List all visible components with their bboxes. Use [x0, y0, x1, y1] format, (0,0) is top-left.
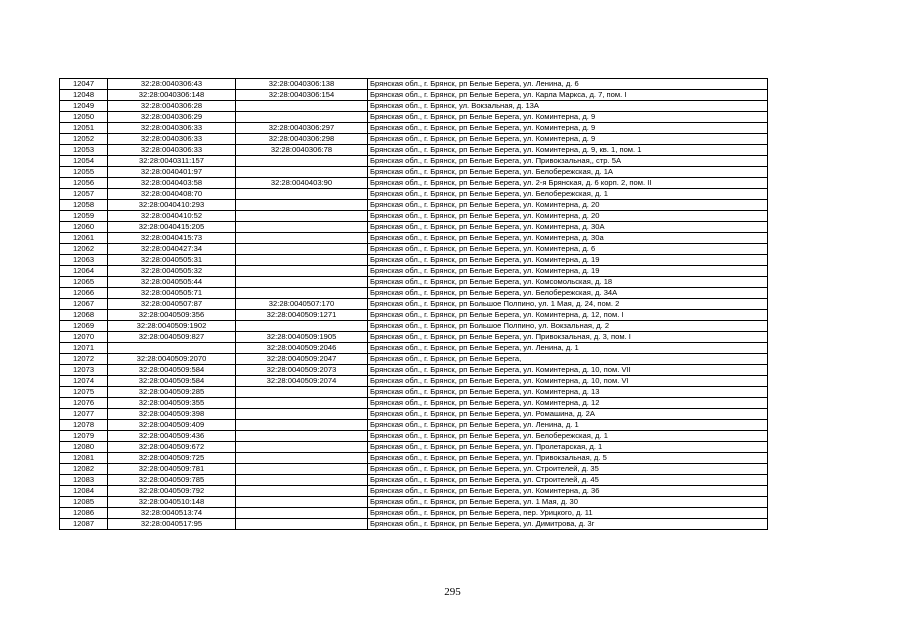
related-cadastral-number-cell	[236, 211, 368, 222]
related-cadastral-number-cell	[236, 442, 368, 453]
cadastral-number-cell: 32:28:0040415:73	[108, 233, 236, 244]
table-row	[60, 101, 768, 112]
cadastral-number-cell: 32:28:0040410:293	[108, 200, 236, 211]
related-cadastral-number-cell	[236, 255, 368, 266]
registry-table-body	[60, 79, 768, 530]
cadastral-number-cell: 32:28:0040410:52	[108, 211, 236, 222]
related-cadastral-number-cell	[236, 112, 368, 123]
record-number-cell: 12083	[60, 475, 108, 486]
related-cadastral-number-cell	[236, 409, 368, 420]
cadastral-number-cell: 32:28:0040401:97	[108, 167, 236, 178]
related-cadastral-number-cell: 32:28:0040306:154	[236, 90, 368, 101]
record-number-cell: 12074	[60, 376, 108, 387]
cadastral-number-cell: 32:28:0040415:205	[108, 222, 236, 233]
cadastral-number-cell: 32:28:0040509:584	[108, 376, 236, 387]
related-cadastral-number-cell	[236, 189, 368, 200]
address-cell: Брянская обл., г. Брянск, рп Белые Берега, ул. Привокзальная,, стр. 5А	[368, 156, 768, 167]
related-cadastral-number-cell	[236, 288, 368, 299]
record-number-cell: 12049	[60, 101, 108, 112]
related-cadastral-number-cell	[236, 453, 368, 464]
record-number-cell: 12057	[60, 189, 108, 200]
cadastral-number-cell: 32:28:0040509:792	[108, 486, 236, 497]
related-cadastral-number-cell	[236, 277, 368, 288]
record-number-cell: 12075	[60, 387, 108, 398]
table-row	[60, 387, 768, 398]
record-number-cell: 12078	[60, 420, 108, 431]
related-cadastral-number-cell	[236, 266, 368, 277]
record-number-cell: 12087	[60, 519, 108, 530]
cadastral-number-cell: 32:28:0040517:95	[108, 519, 236, 530]
table-row	[60, 233, 768, 244]
cadastral-number-cell: 32:28:0040509:356	[108, 310, 236, 321]
related-cadastral-number-cell: 32:28:0040306:138	[236, 79, 368, 90]
record-number-cell: 12050	[60, 112, 108, 123]
table-row	[60, 453, 768, 464]
address-cell: Брянская обл., г. Брянск, рп Белые Берега, ул. Коминтерна, д. 36	[368, 486, 768, 497]
related-cadastral-number-cell	[236, 156, 368, 167]
related-cadastral-number-cell	[236, 244, 368, 255]
address-cell: Брянская обл., г. Брянск, рп Белые Берега, ул. Белобережская, д. 34А	[368, 288, 768, 299]
address-cell: Брянская обл., г. Брянск, рп Белые Берега, пер. Урицкого, д. 11	[368, 508, 768, 519]
record-number-cell: 12080	[60, 442, 108, 453]
related-cadastral-number-cell	[236, 519, 368, 530]
cadastral-number-cell: 32:28:0040509:827	[108, 332, 236, 343]
cadastral-number-cell: 32:28:0040427:34	[108, 244, 236, 255]
record-number-cell: 12082	[60, 464, 108, 475]
address-cell: Брянская обл., г. Брянск, рп Белые Берега, ул. Строителей, д. 45	[368, 475, 768, 486]
address-cell: Брянская обл., г. Брянск, рп Белые Берега, ул. Комсомольская, д. 18	[368, 277, 768, 288]
related-cadastral-number-cell: 32:28:0040507:170	[236, 299, 368, 310]
record-number-cell: 12058	[60, 200, 108, 211]
cadastral-number-cell: 32:28:0040306:29	[108, 112, 236, 123]
table-row	[60, 79, 768, 90]
record-number-cell: 12071	[60, 343, 108, 354]
record-number-cell: 12054	[60, 156, 108, 167]
address-cell: Брянская обл., г. Брянск, рп Белые Берега,	[368, 354, 768, 365]
record-number-cell: 12072	[60, 354, 108, 365]
related-cadastral-number-cell	[236, 508, 368, 519]
cadastral-number-cell	[108, 343, 236, 354]
related-cadastral-number-cell	[236, 200, 368, 211]
record-number-cell: 12068	[60, 310, 108, 321]
address-cell: Брянская обл., г. Брянск, рп Белые Берега, ул. Ромашина, д. 2А	[368, 409, 768, 420]
table-row	[60, 200, 768, 211]
related-cadastral-number-cell	[236, 101, 368, 112]
table-row	[60, 189, 768, 200]
table-row	[60, 343, 768, 354]
address-cell: Брянская обл., г. Брянск, рп Белые Берега, ул. Коминтерна, д. 9	[368, 123, 768, 134]
address-cell: Брянская обл., г. Брянск, рп Белые Берега, ул. Ленина, д. 1	[368, 420, 768, 431]
cadastral-number-cell: 32:28:0040509:2070	[108, 354, 236, 365]
address-cell: Брянская обл., г. Брянск, рп Белые Берега, ул. Белобережская, д. 1	[368, 189, 768, 200]
related-cadastral-number-cell: 32:28:0040509:2074	[236, 376, 368, 387]
cadastral-number-cell: 32:28:0040509:672	[108, 442, 236, 453]
table-row	[60, 442, 768, 453]
record-number-cell: 12052	[60, 134, 108, 145]
address-cell: Брянская обл., г. Брянск, рп Белые Берега, ул. Коминтерна, д. 10, пом. VII	[368, 365, 768, 376]
record-number-cell: 12047	[60, 79, 108, 90]
cadastral-number-cell: 32:28:0040306:28	[108, 101, 236, 112]
cadastral-number-cell: 32:28:0040507:87	[108, 299, 236, 310]
record-number-cell: 12061	[60, 233, 108, 244]
address-cell: Брянская обл., г. Брянск, рп Белые Берега, ул. Коминтерна, д. 9	[368, 134, 768, 145]
related-cadastral-number-cell	[236, 497, 368, 508]
address-cell: Брянская обл., г. Брянск, рп Белые Берега, ул. Карла Маркса, д. 7, пом. I	[368, 90, 768, 101]
record-number-cell: 12070	[60, 332, 108, 343]
table-row	[60, 519, 768, 530]
record-number-cell: 12048	[60, 90, 108, 101]
related-cadastral-number-cell	[236, 167, 368, 178]
cadastral-number-cell: 32:28:0040306:33	[108, 123, 236, 134]
address-cell: Брянская обл., г. Брянск, рп Белые Берега, ул. Коминтерна, д. 13	[368, 387, 768, 398]
cadastral-number-cell: 32:28:0040509:355	[108, 398, 236, 409]
address-cell: Брянская обл., г. Брянск, рп Белые Берега, ул. Коминтерна, д. 30а	[368, 233, 768, 244]
cadastral-number-cell: 32:28:0040509:409	[108, 420, 236, 431]
cadastral-number-cell: 32:28:0040505:32	[108, 266, 236, 277]
address-cell: Брянская обл., г. Брянск, рп Белые Берега, ул. Коминтерна, д. 9, кв. 1, пом. 1	[368, 145, 768, 156]
related-cadastral-number-cell: 32:28:0040509:1271	[236, 310, 368, 321]
table-row	[60, 475, 768, 486]
record-number-cell: 12059	[60, 211, 108, 222]
table-row	[60, 266, 768, 277]
record-number-cell: 12084	[60, 486, 108, 497]
related-cadastral-number-cell: 32:28:0040509:2073	[236, 365, 368, 376]
table-row	[60, 321, 768, 332]
record-number-cell: 12081	[60, 453, 108, 464]
address-cell: Брянская обл., г. Брянск, рп Белые Берега, ул. Ленина, д. 1	[368, 343, 768, 354]
related-cadastral-number-cell: 32:28:0040403:90	[236, 178, 368, 189]
cadastral-number-cell: 32:28:0040306:148	[108, 90, 236, 101]
related-cadastral-number-cell	[236, 486, 368, 497]
related-cadastral-number-cell: 32:28:0040509:2046	[236, 343, 368, 354]
record-number-cell: 12063	[60, 255, 108, 266]
address-cell: Брянская обл., г. Брянск, рп Белые Берега, ул. Коминтерна, д. 19	[368, 266, 768, 277]
record-number-cell: 12066	[60, 288, 108, 299]
related-cadastral-number-cell	[236, 222, 368, 233]
address-cell: Брянская обл., г. Брянск, рп Белые Берега, ул. Пролетарская, д. 1	[368, 442, 768, 453]
cadastral-number-cell: 32:28:0040306:43	[108, 79, 236, 90]
address-cell: Брянская обл., г. Брянск, ул. Вокзальная, д. 13А	[368, 101, 768, 112]
table-row	[60, 244, 768, 255]
table-row	[60, 420, 768, 431]
record-number-cell: 12065	[60, 277, 108, 288]
related-cadastral-number-cell	[236, 475, 368, 486]
cadastral-number-cell: 32:28:0040306:33	[108, 134, 236, 145]
record-number-cell: 12053	[60, 145, 108, 156]
record-number-cell: 12055	[60, 167, 108, 178]
address-cell: Брянская обл., г. Брянск, рп Белые Берега, ул. Димитрова, д. 3г	[368, 519, 768, 530]
related-cadastral-number-cell	[236, 387, 368, 398]
address-cell: Брянская обл., г. Брянск, рп Белые Берега, ул. 2-я Брянская, д. 6 корп. 2, пом. II	[368, 178, 768, 189]
table-row	[60, 464, 768, 475]
address-cell: Брянская обл., г. Брянск, рп Белые Берега, ул. Белобережская, д. 1А	[368, 167, 768, 178]
related-cadastral-number-cell: 32:28:0040509:2047	[236, 354, 368, 365]
table-row	[60, 123, 768, 134]
table-row	[60, 409, 768, 420]
cadastral-number-cell: 32:28:0040510:148	[108, 497, 236, 508]
table-row	[60, 178, 768, 189]
table-row	[60, 398, 768, 409]
address-cell: Брянская обл., г. Брянск, рп Белые Берега, ул. Коминтерна, д. 9	[368, 112, 768, 123]
table-row	[60, 134, 768, 145]
table-row	[60, 365, 768, 376]
related-cadastral-number-cell: 32:28:0040306:298	[236, 134, 368, 145]
record-number-cell: 12060	[60, 222, 108, 233]
cadastral-number-cell: 32:28:0040509:285	[108, 387, 236, 398]
related-cadastral-number-cell: 32:28:0040306:297	[236, 123, 368, 134]
cadastral-number-cell: 32:28:0040311:157	[108, 156, 236, 167]
table-row	[60, 112, 768, 123]
table-row	[60, 486, 768, 497]
table-row	[60, 376, 768, 387]
record-number-cell: 12067	[60, 299, 108, 310]
address-cell: Брянская обл., г. Брянск, рп Белые Берега, ул. Привокзальная, д. 3, пом. I	[368, 332, 768, 343]
address-cell: Брянская обл., г. Брянск, рп Белые Берега, ул. Коминтерна, д. 12, пом. I	[368, 310, 768, 321]
address-cell: Брянская обл., г. Брянск, рп Большое Полпино, ул. Вокзальная, д. 2	[368, 321, 768, 332]
cadastral-number-cell: 32:28:0040513:74	[108, 508, 236, 519]
address-cell: Брянская обл., г. Брянск, рп Белые Берега, ул. Привокзальная, д. 5	[368, 453, 768, 464]
related-cadastral-number-cell	[236, 398, 368, 409]
record-number-cell: 12085	[60, 497, 108, 508]
related-cadastral-number-cell	[236, 431, 368, 442]
address-cell: Брянская обл., г. Брянск, рп Белые Берега, ул. Коминтерна, д. 6	[368, 244, 768, 255]
cadastral-number-cell: 32:28:0040509:781	[108, 464, 236, 475]
cadastral-number-cell: 32:28:0040509:398	[108, 409, 236, 420]
cadastral-number-cell: 32:28:0040509:436	[108, 431, 236, 442]
record-number-cell: 12077	[60, 409, 108, 420]
table-row	[60, 167, 768, 178]
record-number-cell: 12062	[60, 244, 108, 255]
table-row	[60, 310, 768, 321]
page-number: 295	[444, 586, 461, 598]
address-cell: Брянская обл., г. Брянск, рп Белые Берега, ул. Коминтерна, д. 20	[368, 211, 768, 222]
record-number-cell: 12069	[60, 321, 108, 332]
address-cell: Брянская обл., г. Брянск, рп Белые Берега, ул. Коминтерна, д. 12	[368, 398, 768, 409]
record-number-cell: 12079	[60, 431, 108, 442]
table-row	[60, 332, 768, 343]
table-row	[60, 299, 768, 310]
address-cell: Брянская обл., г. Брянск, рп Белые Берега, ул. 1 Мая, д. 30	[368, 497, 768, 508]
table-row	[60, 354, 768, 365]
address-cell: Брянская обл., г. Брянск, рп Белые Берега, ул. Коминтерна, д. 20	[368, 200, 768, 211]
cadastral-number-cell: 32:28:0040403:58	[108, 178, 236, 189]
record-number-cell: 12051	[60, 123, 108, 134]
related-cadastral-number-cell	[236, 464, 368, 475]
record-number-cell: 12064	[60, 266, 108, 277]
address-cell: Брянская обл., г. Брянск, рп Белые Берега, ул. Ленина, д. 6	[368, 79, 768, 90]
cadastral-number-cell: 32:28:0040505:44	[108, 277, 236, 288]
cadastral-number-cell: 32:28:0040306:33	[108, 145, 236, 156]
address-cell: Брянская обл., г. Брянск, рп Белые Берега, ул. Белобережская, д. 1	[368, 431, 768, 442]
related-cadastral-number-cell	[236, 321, 368, 332]
related-cadastral-number-cell	[236, 233, 368, 244]
related-cadastral-number-cell: 32:28:0040509:1905	[236, 332, 368, 343]
table-row	[60, 277, 768, 288]
address-cell: Брянская обл., г. Брянск, рп Белые Берега, ул. Коминтерна, д. 19	[368, 255, 768, 266]
address-cell: Брянская обл., г. Брянск, рп Белые Берега, ул. Коминтерна, д. 30А	[368, 222, 768, 233]
cadastral-number-cell: 32:28:0040509:785	[108, 475, 236, 486]
cadastral-number-cell: 32:28:0040509:725	[108, 453, 236, 464]
record-number-cell: 12076	[60, 398, 108, 409]
record-number-cell: 12073	[60, 365, 108, 376]
table-row	[60, 497, 768, 508]
table-row	[60, 508, 768, 519]
cadastral-number-cell: 32:28:0040408:70	[108, 189, 236, 200]
cadastral-number-cell: 32:28:0040505:71	[108, 288, 236, 299]
table-row	[60, 156, 768, 167]
table-row	[60, 90, 768, 101]
table-row	[60, 222, 768, 233]
table-row	[60, 431, 768, 442]
cadastral-number-cell: 32:28:0040509:1902	[108, 321, 236, 332]
table-row	[60, 211, 768, 222]
registry-table	[59, 78, 768, 530]
record-number-cell: 12056	[60, 178, 108, 189]
related-cadastral-number-cell: 32:28:0040306:78	[236, 145, 368, 156]
cadastral-number-cell: 32:28:0040509:584	[108, 365, 236, 376]
address-cell: Брянская обл., г. Брянск, рп Большое Полпино, ул. 1 Мая, д. 24, пом. 2	[368, 299, 768, 310]
address-cell: Брянская обл., г. Брянск, рп Белые Берега, ул. Коминтерна, д. 10, пом. VI	[368, 376, 768, 387]
table-row	[60, 288, 768, 299]
cadastral-number-cell: 32:28:0040505:31	[108, 255, 236, 266]
address-cell: Брянская обл., г. Брянск, рп Белые Берега, ул. Строителей, д. 35	[368, 464, 768, 475]
record-number-cell: 12086	[60, 508, 108, 519]
table-row	[60, 145, 768, 156]
related-cadastral-number-cell	[236, 420, 368, 431]
table-row	[60, 255, 768, 266]
